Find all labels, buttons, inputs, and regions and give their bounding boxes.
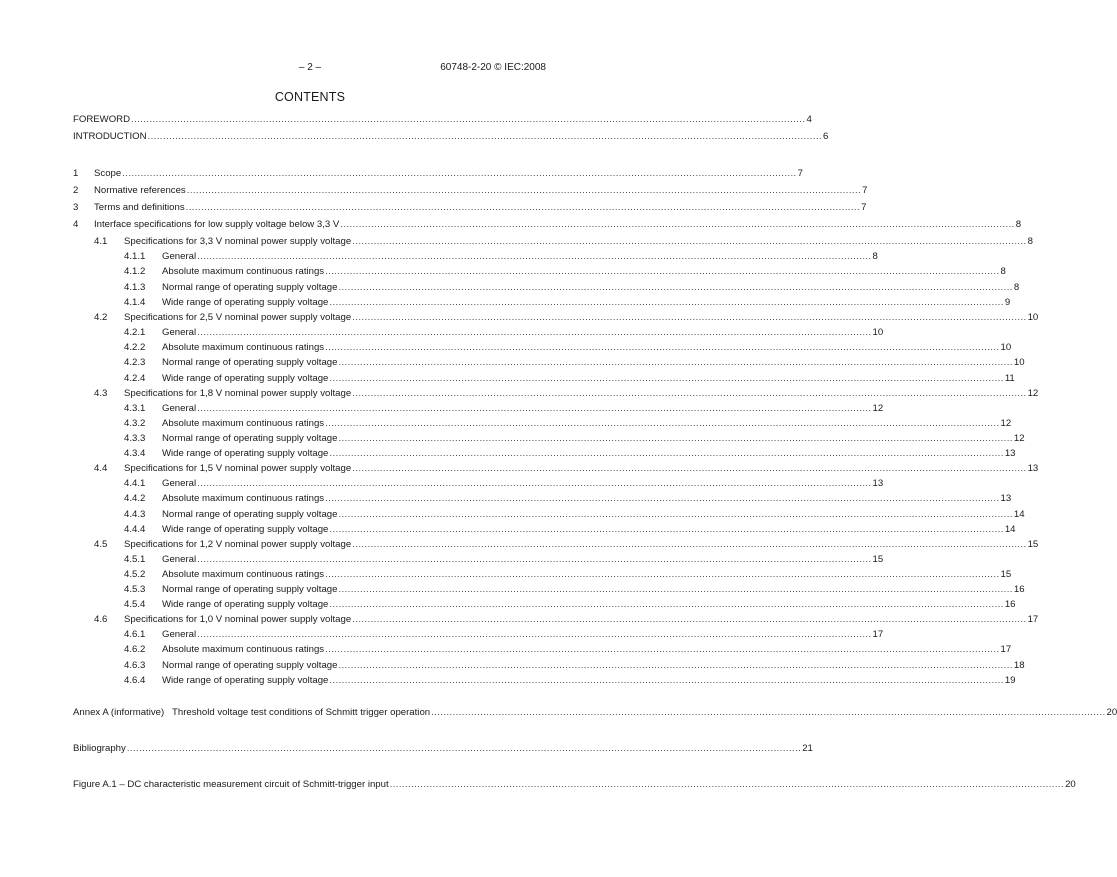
toc-entry-title: Normal range of operating supply voltage xyxy=(162,584,338,595)
toc-entry-page: 20 xyxy=(1065,779,1076,790)
toc-entry-page: 8 xyxy=(872,251,878,262)
toc-entry-title: Wide range of operating supply voltage xyxy=(162,373,329,384)
toc-entry-number: 4.3.2 xyxy=(124,418,146,429)
toc-entry-title: Normal range of operating supply voltage xyxy=(162,282,338,293)
toc-entry[interactable] xyxy=(0,326,884,339)
toc-entry-number: 4.6.2 xyxy=(124,644,146,655)
toc-entry-title: Interface specifications for low supply voltage below 3,3 V xyxy=(94,219,340,230)
toc-entry[interactable] xyxy=(0,553,884,566)
toc-entry-number: 4.2.2 xyxy=(124,342,146,353)
toc-entry-title: Specifications for 1,8 V nominal power supply voltage xyxy=(124,388,352,399)
toc-entry-title: General xyxy=(162,629,197,640)
toc-entry-page: 18 xyxy=(1013,660,1025,671)
toc-entry[interactable] xyxy=(0,265,1006,278)
toc-entry[interactable] xyxy=(0,742,813,755)
toc-dot-leader: ............................................................................................................................................................................................................................ xyxy=(352,463,1027,474)
toc-dot-leader: ............................................................................................................................................................................................................................ xyxy=(186,185,862,196)
toc-entry[interactable] xyxy=(0,508,1025,521)
toc-dot-leader: ............................................................................................................................................................................................................................ xyxy=(197,629,872,640)
toc-entry-number: 4.4 xyxy=(94,463,108,474)
toc-dot-leader: ............................................................................................................................................................................................................................ xyxy=(197,403,872,414)
toc-entry-page: 15 xyxy=(1000,569,1012,580)
toc-entry-title: Wide range of operating supply voltage xyxy=(162,675,329,686)
toc-dot-leader: ............................................................................................................................................................................................................................ xyxy=(389,779,1065,790)
toc-entry[interactable] xyxy=(0,372,1015,385)
toc-entry-page: 21 xyxy=(802,743,813,754)
toc-dot-leader: ............................................................................................................................................................................................................................ xyxy=(197,554,872,565)
toc-entry[interactable] xyxy=(0,281,1020,294)
toc-entry[interactable] xyxy=(0,523,1016,536)
toc-entry-page: 8 xyxy=(1027,236,1033,247)
toc-entry-page: 12 xyxy=(872,403,884,414)
toc-entry-page: 15 xyxy=(1027,539,1039,550)
toc-entry-title: General xyxy=(162,403,197,414)
toc-entry-title: Annex A (informative) Threshold voltage test conditions of Schmitt trigger operation xyxy=(73,707,431,718)
toc-entry[interactable] xyxy=(0,130,829,143)
toc-dot-leader: ............................................................................................................................................................................................................................ xyxy=(325,569,1000,580)
toc-entry[interactable] xyxy=(0,341,1012,354)
toc-entry[interactable] xyxy=(0,296,1011,309)
toc-entry-page: 16 xyxy=(1013,584,1025,595)
toc-entry-title: Absolute maximum continuous ratings xyxy=(162,644,325,655)
toc-entry-number: 2 xyxy=(73,185,79,196)
toc-entry-number: 4.2.4 xyxy=(124,373,146,384)
toc-entry[interactable] xyxy=(0,402,884,415)
toc-dot-leader: ............................................................................................................................................................................................................................ xyxy=(352,614,1027,625)
toc-entry-number: 4.5.3 xyxy=(124,584,146,595)
toc-entry-page: 14 xyxy=(1004,524,1016,535)
toc-entry-title: INTRODUCTION xyxy=(73,131,147,142)
toc-dot-leader: ............................................................................................................................................................................................................................ xyxy=(338,357,1013,368)
toc-entry-title: General xyxy=(162,251,197,262)
toc-entry-number: 4.6.1 xyxy=(124,629,146,640)
toc-entry-page: 9 xyxy=(1004,297,1011,308)
toc-dot-leader: ............................................................................................................................................................................................................................ xyxy=(147,131,822,142)
toc-entry[interactable] xyxy=(0,538,1039,551)
toc-dot-leader: ............................................................................................................................................................................................................................ xyxy=(338,660,1013,671)
toc-entry-number: 4.1.4 xyxy=(124,297,146,308)
toc-dot-leader: ............................................................................................................................................................................................................................ xyxy=(338,509,1013,520)
toc-entry-page: 12 xyxy=(1013,433,1025,444)
toc-entry-page: 10 xyxy=(1027,312,1039,323)
toc-entry-title: Absolute maximum continuous ratings xyxy=(162,493,325,504)
header-page-number: – 2 – xyxy=(298,62,322,73)
toc-entry-number: 4.6.3 xyxy=(124,660,146,671)
toc-entry[interactable] xyxy=(0,477,884,490)
toc-entry[interactable] xyxy=(0,311,1039,324)
toc-entry[interactable] xyxy=(0,250,878,263)
toc-entry-number: 4.4.1 xyxy=(124,478,146,489)
toc-entry-page: 8 xyxy=(1015,219,1022,230)
toc-entry[interactable] xyxy=(0,583,1025,596)
toc-dot-leader: ............................................................................................................................................................................................................................ xyxy=(122,168,797,179)
toc-entry-number: 4.1 xyxy=(94,236,108,247)
toc-entry-title: Wide range of operating supply voltage xyxy=(162,297,329,308)
toc-entry-page: 10 xyxy=(1000,342,1012,353)
toc-entry-page: 14 xyxy=(1013,509,1025,520)
toc-entry-number: 4.6.4 xyxy=(124,675,146,686)
toc-entry-page: 7 xyxy=(862,185,868,196)
toc-dot-leader: ............................................................................................................................................................................................................................ xyxy=(338,584,1013,595)
toc-entry-number: 4.5.4 xyxy=(124,599,146,610)
toc-entry-title: Wide range of operating supply voltage xyxy=(162,448,329,459)
toc-entry[interactable] xyxy=(0,235,1033,248)
toc-entry-title: Absolute maximum continuous ratings xyxy=(162,569,325,580)
toc-dot-leader: ............................................................................................................................................................................................................................ xyxy=(431,707,1106,718)
toc-entry-title: Normal range of operating supply voltage xyxy=(162,660,338,671)
toc-entry[interactable] xyxy=(0,432,1025,445)
toc-entry-title: General xyxy=(162,478,197,489)
toc-entry-number: 4.5 xyxy=(94,539,108,550)
toc-entry[interactable] xyxy=(0,568,1012,581)
toc-entry-title: Absolute maximum continuous ratings xyxy=(162,418,325,429)
toc-entry-page: 13 xyxy=(872,478,884,489)
toc-entry-page: 12 xyxy=(1027,388,1039,399)
toc-entry[interactable] xyxy=(0,447,1016,460)
toc-entry-page: 17 xyxy=(872,629,884,640)
toc-entry-title: Wide range of operating supply voltage xyxy=(162,524,329,535)
toc-entry[interactable] xyxy=(0,598,1016,611)
toc-entry-page: 10 xyxy=(1013,357,1025,368)
toc-entry-title: Absolute maximum continuous ratings xyxy=(162,342,325,353)
toc-entry[interactable] xyxy=(0,462,1039,475)
toc-entry-title: Figure A.1 – DC characteristic measurement circuit of Schmitt-trigger input xyxy=(73,779,389,790)
toc-dot-leader: ............................................................................................................................................................................................................................ xyxy=(352,388,1027,399)
toc-dot-leader: ............................................................................................................................................................................................................................ xyxy=(325,644,1000,655)
toc-entry-number: 3 xyxy=(73,202,79,213)
toc-dot-leader: ............................................................................................................................................................................................................................ xyxy=(352,312,1027,323)
toc-entry-page: 7 xyxy=(797,168,803,179)
toc-dot-leader: ............................................................................................................................................................................................................................ xyxy=(197,251,872,262)
toc-entry-number: 4.1.3 xyxy=(124,282,146,293)
toc-entry-page: 17 xyxy=(1000,644,1012,655)
toc-entry-title: Scope xyxy=(94,168,122,179)
toc-entry-number: 4.5.1 xyxy=(124,554,146,565)
toc-entry-number: 4.2 xyxy=(94,312,108,323)
toc-dot-leader: ............................................................................................................................................................................................................................ xyxy=(329,675,1004,686)
toc-entry-title: Normative references xyxy=(94,185,186,196)
toc-entry-title: Normal range of operating supply voltage xyxy=(162,357,338,368)
toc-entry-number: 4.3.4 xyxy=(124,448,146,459)
toc-entry-title: Specifications for 1,2 V nominal power supply voltage xyxy=(124,539,352,550)
toc-entry-number: 4.3.1 xyxy=(124,403,146,414)
toc-entry-number: 4.6 xyxy=(94,614,108,625)
toc-entry-page: 8 xyxy=(1000,266,1006,277)
toc-entry[interactable] xyxy=(0,613,1039,626)
toc-entry-title: Specifications for 1,0 V nominal power supply voltage xyxy=(124,614,352,625)
toc-dot-leader: ............................................................................................................................................................................................................................ xyxy=(340,219,1015,230)
toc-dot-leader: ............................................................................................................................................................................................................................ xyxy=(126,743,802,754)
toc-entry[interactable] xyxy=(0,184,868,197)
toc-entry-number: 4.2.3 xyxy=(124,357,146,368)
toc-entry-page: 13 xyxy=(1000,493,1012,504)
toc-entry-title: FOREWORD xyxy=(73,114,131,125)
toc-entry-title: Specifications for 3,3 V nominal power supply voltage xyxy=(124,236,352,247)
toc-entry-page: 6 xyxy=(822,131,829,142)
toc-entry-number: 4 xyxy=(73,219,79,230)
toc-dot-leader: ............................................................................................................................................................................................................................ xyxy=(325,418,1000,429)
toc-entry[interactable] xyxy=(0,643,1012,656)
toc-entry[interactable] xyxy=(0,167,803,180)
toc-entry-title: Bibliography xyxy=(73,743,126,754)
toc-entry-number: 4.4.3 xyxy=(124,509,146,520)
toc-entry-number: 4.2.1 xyxy=(124,327,146,338)
toc-dot-leader: ............................................................................................................................................................................................................................ xyxy=(325,266,1000,277)
toc-entry-page: 20 xyxy=(1106,707,1117,718)
toc-entry-page: 13 xyxy=(1004,448,1016,459)
toc-entry-number: 4.5.2 xyxy=(124,569,146,580)
toc-entry-title: Normal range of operating supply voltage xyxy=(162,433,338,444)
toc-dot-leader: ............................................................................................................................................................................................................................ xyxy=(197,327,872,338)
toc-entry-number: 4.4.2 xyxy=(124,493,146,504)
toc-entry-page: 10 xyxy=(872,327,884,338)
toc-entry-page: 12 xyxy=(1000,418,1012,429)
toc-entry-number: 4.3.3 xyxy=(124,433,146,444)
toc-entry-title: Terms and definitions xyxy=(94,202,185,213)
toc-entry-page: 16 xyxy=(1004,599,1016,610)
toc-entry-page: 13 xyxy=(1027,463,1039,474)
toc-dot-leader: ............................................................................................................................................................................................................................ xyxy=(329,599,1004,610)
toc-dot-leader: ............................................................................................................................................................................................................................ xyxy=(329,448,1004,459)
toc-entry-title: General xyxy=(162,554,197,565)
toc-dot-leader: ............................................................................................................................................................................................................................ xyxy=(197,478,872,489)
toc-dot-leader: ............................................................................................................................................................................................................................ xyxy=(329,373,1004,384)
toc-entry-number: 1 xyxy=(73,168,79,179)
toc-dot-leader: ............................................................................................................................................................................................................................ xyxy=(352,539,1027,550)
toc-entry-title: Absolute maximum continuous ratings xyxy=(162,266,325,277)
toc-dot-leader: ............................................................................................................................................................................................................................ xyxy=(131,114,806,125)
toc-dot-leader: ............................................................................................................................................................................................................................ xyxy=(329,297,1004,308)
toc-dot-leader: ............................................................................................................................................................................................................................ xyxy=(325,493,1000,504)
toc-entry[interactable] xyxy=(0,218,1022,231)
toc-dot-leader: ............................................................................................................................................................................................................................ xyxy=(325,342,1000,353)
toc-entry[interactable] xyxy=(0,659,1025,672)
toc-entry-title: Wide range of operating supply voltage xyxy=(162,599,329,610)
toc-entry[interactable] xyxy=(0,113,812,126)
toc-entry-number: 4.1.2 xyxy=(124,266,146,277)
toc-entry-number: 4.3 xyxy=(94,388,108,399)
toc-entry-page: 4 xyxy=(806,114,812,125)
toc-entry[interactable] xyxy=(0,356,1025,369)
toc-entry[interactable] xyxy=(0,674,1016,687)
header-document-id: 60748-2-20 © IEC:2008 xyxy=(440,62,546,73)
contents-title: CONTENTS xyxy=(274,90,346,104)
toc-entry-page: 7 xyxy=(861,202,867,213)
toc-entry[interactable] xyxy=(0,417,1012,430)
toc-entry[interactable] xyxy=(0,201,867,214)
toc-dot-leader: ............................................................................................................................................................................................................................ xyxy=(352,236,1027,247)
toc-entry-page: 19 xyxy=(1004,675,1016,686)
toc-entry-page: 17 xyxy=(1027,614,1039,625)
toc-entry-page: 11 xyxy=(1004,373,1015,384)
toc-entry[interactable] xyxy=(0,706,1117,719)
toc-entry[interactable] xyxy=(0,387,1039,400)
toc-entry[interactable] xyxy=(0,778,1076,791)
toc-entry-title: General xyxy=(162,327,197,338)
toc-dot-leader: ............................................................................................................................................................................................................................ xyxy=(338,282,1013,293)
toc-entry[interactable] xyxy=(0,628,884,641)
toc-entry[interactable] xyxy=(0,492,1012,505)
toc-entry-number: 4.4.4 xyxy=(124,524,146,535)
toc-entry-title: Specifications for 2,5 V nominal power supply voltage xyxy=(124,312,352,323)
toc-entry-number: 4.1.1 xyxy=(124,251,146,262)
toc-dot-leader: ............................................................................................................................................................................................................................ xyxy=(329,524,1004,535)
toc-dot-leader: ............................................................................................................................................................................................................................ xyxy=(338,433,1013,444)
toc-dot-leader: ............................................................................................................................................................................................................................ xyxy=(185,202,861,213)
toc-entry-page: 15 xyxy=(872,554,884,565)
toc-entry-page: 8 xyxy=(1013,282,1020,293)
toc-entry-title: Specifications for 1,5 V nominal power supply voltage xyxy=(124,463,352,474)
toc-entry-title: Normal range of operating supply voltage xyxy=(162,509,338,520)
